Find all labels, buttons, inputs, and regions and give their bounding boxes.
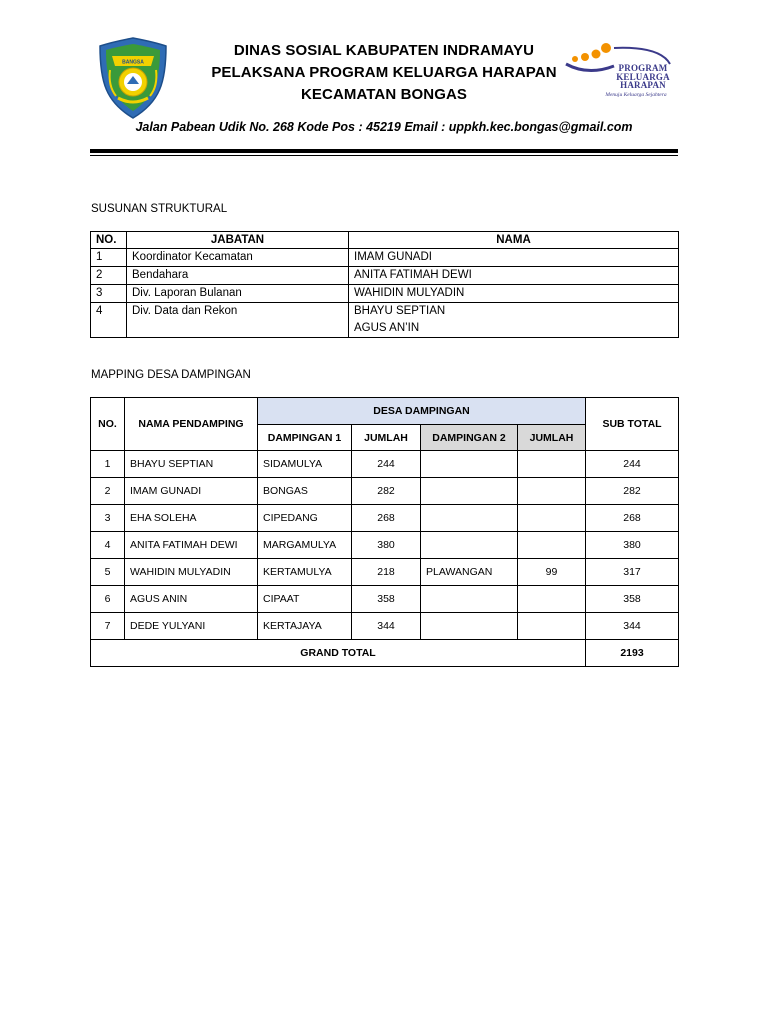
pkh-tagline: Menuju Keluarga Sejahtera [605, 92, 667, 98]
table-row [91, 303, 679, 338]
table-row [91, 586, 679, 613]
mapping-no: 5 [91, 559, 125, 586]
mapping-header-no: NO. [91, 398, 125, 451]
mapping-d2 [421, 613, 518, 640]
mapping-subtotal: 268 [586, 505, 679, 532]
mapping-no: 3 [91, 505, 125, 532]
mapping-j1: 268 [352, 505, 421, 532]
mapping-header-nama: NAMA PENDAMPING [125, 398, 258, 451]
structure-header-jabatan: JABATAN [127, 232, 349, 249]
mapping-d1: CIPEDANG [258, 505, 352, 532]
mapping-d1: BONGAS [258, 478, 352, 505]
pkh-logo-text [612, 64, 674, 90]
header-line-3: KECAMATAN BONGAS [300, 86, 468, 103]
mapping-j1: 244 [352, 451, 421, 478]
letterhead [170, 40, 598, 106]
structure-nama-line: AGUS AN’IN [354, 322, 420, 334]
mapping-d2 [421, 505, 518, 532]
structure-nama: ANITA FATIMAH DEWI [349, 267, 679, 285]
mapping-d2 [421, 586, 518, 613]
mapping-nama: EHA SOLEHA [125, 505, 258, 532]
grand-total-row [91, 640, 679, 667]
mapping-header-j1: JUMLAH [352, 425, 421, 451]
structure-header-row [91, 232, 679, 249]
pkh-line-3: HARAPAN [620, 80, 666, 90]
mapping-j2 [518, 505, 586, 532]
structure-jabatan: Bendahara [127, 267, 349, 285]
table-row [91, 478, 679, 505]
grand-total-value: 2193 [586, 640, 679, 667]
mapping-subtotal: 244 [586, 451, 679, 478]
mapping-no: 2 [91, 478, 125, 505]
mapping-d1: KERTAMULYA [258, 559, 352, 586]
mapping-header-row-1 [91, 398, 679, 425]
mapping-j1: 358 [352, 586, 421, 613]
mapping-subtotal: 344 [586, 613, 679, 640]
mapping-subtotal: 380 [586, 532, 679, 559]
mapping-no: 4 [91, 532, 125, 559]
mapping-j1: 218 [352, 559, 421, 586]
table-row [91, 559, 679, 586]
structure-nama-multi [349, 303, 679, 338]
mapping-j2 [518, 451, 586, 478]
mapping-d1: MARGAMULYA [258, 532, 352, 559]
mapping-j2: 99 [518, 559, 586, 586]
structure-jabatan: Koordinator Kecamatan [127, 249, 349, 267]
mapping-subtotal: 317 [586, 559, 679, 586]
mapping-header-d2: DAMPINGAN 2 [421, 425, 518, 451]
structure-nama: IMAM GUNADI [349, 249, 679, 267]
structure-table [90, 231, 679, 338]
structure-no: 2 [91, 267, 127, 285]
structure-header-nama: NAMA [349, 232, 679, 249]
mapping-d2 [421, 478, 518, 505]
header-line-1: DINAS SOSIAL KABUPATEN INDRAMAYU [233, 42, 535, 59]
mapping-table [90, 397, 679, 667]
structure-jabatan: Div. Data dan Rekon [127, 303, 349, 338]
pkh-line-1: PROGRAM [618, 63, 668, 73]
mapping-header-desa: DESA DAMPINGAN [258, 398, 586, 425]
mapping-no: 6 [91, 586, 125, 613]
mapping-header-j2: JUMLAH [518, 425, 586, 451]
structure-nama: WAHIDIN MULYADIN [349, 285, 679, 303]
mapping-header-d1: DAMPINGAN 1 [258, 425, 352, 451]
structure-no: 3 [91, 285, 127, 303]
mapping-j2 [518, 586, 586, 613]
mapping-subtotal: 282 [586, 478, 679, 505]
mapping-j1: 282 [352, 478, 421, 505]
mapping-nama: DEDE YULYANI [125, 613, 258, 640]
indramayu-emblem-icon [96, 36, 170, 120]
structure-no: 1 [91, 249, 127, 267]
structure-nama-line: BHAYU SEPTIAN [354, 305, 446, 317]
mapping-d1: KERTAJAYA [258, 613, 352, 640]
mapping-d1: CIPAAT [258, 586, 352, 613]
header-divider-thick [90, 149, 678, 153]
mapping-j1: 344 [352, 613, 421, 640]
emblem-banner-text: BANGSA [122, 59, 144, 66]
structure-title: SUSUNAN STRUKTURAL [91, 203, 228, 215]
table-row [91, 532, 679, 559]
structure-no: 4 [91, 303, 127, 338]
mapping-nama: ANITA FATIMAH DEWI [125, 532, 258, 559]
table-row [91, 267, 679, 285]
header-line-2: PELAKSANA PROGRAM KELUARGA HARAPAN [211, 64, 557, 81]
grand-total-label: GRAND TOTAL [91, 640, 586, 667]
address-line: Jalan Pabean Udik No. 268 Kode Pos : 45219 Email : uppkh.kec.bongas@gmail.com [135, 120, 633, 134]
mapping-subtotal: 358 [586, 586, 679, 613]
pkh-line-2: KELUARGA [616, 71, 670, 82]
mapping-header-subtotal: SUB TOTAL [586, 398, 679, 451]
mapping-no: 1 [91, 451, 125, 478]
table-row [91, 613, 679, 640]
structure-header-no: NO. [91, 232, 127, 249]
mapping-j2 [518, 478, 586, 505]
table-row [91, 505, 679, 532]
mapping-nama: IMAM GUNADI [125, 478, 258, 505]
structure-jabatan: Div. Laporan Bulanan [127, 285, 349, 303]
mapping-title: MAPPING DESA DAMPINGAN [91, 369, 251, 381]
mapping-d2 [421, 532, 518, 559]
table-row [91, 451, 679, 478]
mapping-nama: BHAYU SEPTIAN [125, 451, 258, 478]
mapping-d2: PLAWANGAN [421, 559, 518, 586]
mapping-nama: AGUS ANIN [125, 586, 258, 613]
header-divider-thin [90, 155, 678, 156]
mapping-d1: SIDAMULYA [258, 451, 352, 478]
mapping-d2 [421, 451, 518, 478]
mapping-no: 7 [91, 613, 125, 640]
table-row [91, 285, 679, 303]
mapping-j1: 380 [352, 532, 421, 559]
mapping-j2 [518, 613, 586, 640]
mapping-nama: WAHIDIN MULYADIN [125, 559, 258, 586]
mapping-j2 [518, 532, 586, 559]
table-row [91, 249, 679, 267]
